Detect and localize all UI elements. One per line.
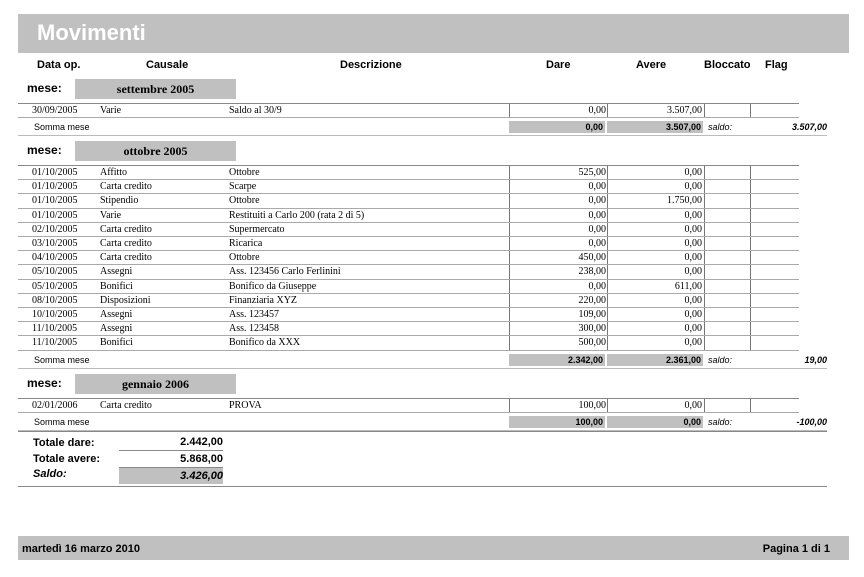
column-divider — [607, 336, 608, 350]
cell-dare: 0,00 — [588, 195, 606, 207]
cell-date: 04/10/2005 — [32, 252, 78, 264]
cell-dare: 0,00 — [588, 280, 606, 292]
column-divider — [607, 166, 608, 180]
col-header-data-op: Data op. — [37, 59, 81, 71]
column-divider — [509, 104, 510, 118]
column-divider — [750, 223, 751, 237]
column-divider — [704, 223, 705, 237]
cell-date: 01/10/2005 — [32, 195, 78, 207]
cell-dare: 0,00 — [588, 105, 606, 116]
cell-descrizione: Ricarica — [229, 238, 263, 249]
cell-date: 03/10/2005 — [32, 238, 78, 249]
cell-avere: 0,00 — [684, 337, 702, 349]
col-header-causale: Causale — [146, 59, 189, 71]
somma-avere: 2.361,00 — [607, 354, 703, 366]
cell-descrizione: PROVA — [229, 400, 262, 411]
column-divider — [607, 209, 608, 223]
col-header-bloccato: Bloccato — [704, 59, 751, 71]
table-row — [18, 237, 799, 251]
cell-avere: 0,00 — [684, 252, 702, 264]
col-header-dare: Dare — [546, 59, 571, 71]
table-row — [18, 308, 799, 322]
saldo-label: saldo: — [708, 355, 733, 365]
cell-descrizione: Bonifico da XXX — [229, 337, 301, 349]
column-divider — [704, 194, 705, 208]
cell-causale: Bonifici — [100, 337, 133, 349]
column-divider — [509, 294, 510, 308]
totale-avere-label: Totale avere: — [33, 453, 101, 465]
cell-avere: 0,00 — [684, 323, 702, 335]
footer-bar — [18, 536, 849, 560]
footer-date: martedì 16 marzo 2010 — [22, 543, 141, 555]
report-title: Movimenti — [37, 20, 146, 45]
cell-causale: Varie — [100, 209, 122, 221]
cell-date: 30/09/2005 — [32, 105, 78, 116]
saldo-finale-label: Saldo: — [33, 468, 67, 480]
column-divider — [704, 294, 705, 308]
cell-dare: 0,00 — [588, 209, 606, 221]
column-divider — [509, 194, 510, 208]
table-row — [18, 194, 799, 208]
column-divider — [750, 336, 751, 350]
column-divider — [509, 399, 510, 413]
cell-avere: 0,00 — [684, 223, 702, 235]
column-divider — [704, 280, 705, 294]
somma-avere: 3.507,00 — [607, 121, 703, 133]
footer-page-number: Pagina 1 di 1 — [762, 543, 830, 555]
table-row — [18, 399, 799, 413]
cell-descrizione: Scarpe — [229, 181, 257, 193]
column-divider — [750, 280, 751, 294]
cell-causale: Carta credito — [100, 400, 152, 411]
table-row — [18, 166, 799, 180]
table-row — [18, 265, 799, 279]
column-divider — [607, 223, 608, 237]
cell-causale: Carta credito — [100, 238, 152, 249]
totals-top-rule — [18, 431, 827, 432]
column-divider — [607, 294, 608, 308]
cell-dare: 525,00 — [578, 167, 606, 178]
cell-descrizione: Bonifico da Giuseppe — [229, 280, 317, 292]
column-divider — [704, 336, 705, 350]
cell-dare: 0,00 — [588, 181, 606, 193]
somma-mese-label: Somma mese — [34, 417, 90, 427]
somma-dare: 0,00 — [509, 121, 605, 133]
column-divider — [607, 194, 608, 208]
cell-dare: 0,00 — [588, 238, 606, 249]
cell-date: 08/10/2005 — [32, 294, 78, 306]
cell-causale: Stipendio — [100, 195, 139, 207]
column-divider — [509, 308, 510, 322]
saldo-label: saldo: — [708, 417, 733, 427]
saldo-label: saldo: — [708, 122, 733, 132]
cell-dare: 109,00 — [578, 309, 606, 320]
column-divider — [750, 166, 751, 180]
cell-causale: Carta credito — [100, 252, 152, 264]
cell-date: 01/10/2005 — [32, 209, 78, 221]
cell-avere: 0,00 — [684, 167, 702, 178]
row-rule — [18, 412, 799, 413]
column-divider — [750, 237, 751, 251]
cell-dare: 300,00 — [578, 323, 606, 335]
row-rule — [18, 350, 799, 351]
saldo-mese-value: -100,00 — [796, 417, 827, 427]
cell-avere: 0,00 — [684, 400, 702, 411]
column-divider — [607, 265, 608, 279]
cell-causale: Bonifici — [100, 280, 133, 292]
cell-avere: 0,00 — [684, 294, 702, 306]
column-divider — [704, 265, 705, 279]
cell-dare: 220,00 — [578, 294, 606, 306]
cell-date: 02/10/2005 — [32, 223, 78, 235]
cell-dare: 100,00 — [578, 400, 606, 411]
saldo-finale-value: 3.426,00 — [119, 468, 223, 484]
totale-dare-label: Totale dare: — [33, 437, 95, 449]
column-divider — [704, 399, 705, 413]
cell-date: 01/10/2005 — [32, 181, 78, 193]
cell-descrizione: Saldo al 30/9 — [229, 105, 282, 116]
column-divider — [509, 265, 510, 279]
somma-avere: 0,00 — [607, 416, 703, 428]
somma-mese-label: Somma mese — [34, 122, 90, 132]
cell-avere: 0,00 — [684, 238, 702, 249]
summary-rule — [18, 135, 827, 136]
col-header-flag: Flag — [765, 59, 788, 71]
column-divider — [509, 223, 510, 237]
totale-avere-value: 5.868,00 — [119, 451, 223, 468]
cell-date: 05/10/2005 — [32, 266, 78, 278]
cell-descrizione: Ottobre — [229, 195, 260, 207]
col-header-descrizione: Descrizione — [340, 59, 402, 71]
table-row — [18, 336, 799, 350]
column-divider — [750, 194, 751, 208]
cell-dare: 500,00 — [578, 337, 606, 349]
cell-dare: 0,00 — [588, 223, 606, 235]
cell-descrizione: Restituiti a Carlo 200 (rata 2 di 5) — [229, 209, 365, 221]
mese-label: mese: — [27, 143, 62, 157]
cell-date: 01/10/2005 — [32, 167, 78, 178]
column-divider — [750, 399, 751, 413]
month-name: gennaio 2006 — [75, 374, 236, 394]
cell-descrizione: Ass. 123456 Carlo Ferlinini — [229, 266, 341, 278]
cell-avere: 0,00 — [684, 181, 702, 193]
table-row — [18, 280, 799, 294]
row-rule — [18, 117, 799, 118]
column-divider — [750, 308, 751, 322]
column-divider — [509, 336, 510, 350]
col-header-avere: Avere — [636, 59, 667, 71]
column-divider — [509, 280, 510, 294]
cell-date: 02/01/2006 — [32, 400, 78, 411]
column-divider — [607, 237, 608, 251]
column-divider — [704, 166, 705, 180]
column-divider — [704, 308, 705, 322]
cell-date: 10/10/2005 — [32, 309, 78, 320]
cell-date: 11/10/2005 — [32, 323, 78, 335]
mese-label: mese: — [27, 376, 62, 390]
column-divider — [607, 104, 608, 118]
column-divider — [750, 209, 751, 223]
cell-descrizione: Ass. 123457 — [229, 309, 280, 320]
cell-causale: Assegni — [100, 323, 133, 335]
cell-causale: Affitto — [100, 167, 128, 178]
cell-avere: 0,00 — [684, 209, 702, 221]
cell-dare: 450,00 — [578, 252, 606, 264]
table-row — [18, 294, 799, 308]
table-row — [18, 104, 799, 118]
somma-dare: 100,00 — [509, 416, 605, 428]
column-divider — [607, 399, 608, 413]
cell-avere: 3.507,00 — [667, 105, 702, 116]
cell-causale: Disposizioni — [100, 294, 151, 306]
cell-avere: 0,00 — [684, 309, 702, 320]
cell-causale: Varie — [100, 105, 122, 116]
table-row — [18, 209, 799, 223]
cell-causale: Assegni — [100, 266, 133, 278]
column-divider — [704, 209, 705, 223]
cell-date: 05/10/2005 — [32, 280, 78, 292]
somma-mese-label: Somma mese — [34, 355, 90, 365]
column-divider — [750, 294, 751, 308]
cell-avere: 611,00 — [674, 280, 702, 292]
cell-causale: Carta credito — [100, 223, 152, 235]
column-divider — [750, 265, 751, 279]
cell-date: 11/10/2005 — [32, 337, 78, 349]
saldo-mese-value: 3.507,00 — [791, 122, 827, 132]
cell-avere: 0,00 — [684, 266, 702, 278]
cell-causale: Assegni — [100, 309, 133, 320]
cell-dare: 238,00 — [578, 266, 606, 278]
cell-descrizione: Ass. 123458 — [229, 323, 280, 335]
saldo-mese-value: 19,00 — [804, 355, 827, 365]
cell-descrizione: Supermercato — [229, 223, 285, 235]
cell-avere: 1.750,00 — [667, 195, 702, 207]
totals-bottom-rule — [18, 486, 827, 487]
totale-dare-value: 2.442,00 — [119, 434, 223, 451]
month-name: settembre 2005 — [75, 79, 236, 99]
column-divider — [704, 237, 705, 251]
month-name: ottobre 2005 — [75, 141, 236, 161]
somma-dare: 2.342,00 — [509, 354, 605, 366]
column-divider — [509, 166, 510, 180]
cell-descrizione: Ottobre — [229, 252, 260, 264]
column-divider — [704, 104, 705, 118]
cell-descrizione: Finanziaria XYZ — [229, 294, 298, 306]
table-row — [18, 223, 799, 237]
cell-descrizione: Ottobre — [229, 167, 260, 178]
column-divider — [750, 104, 751, 118]
column-divider — [509, 237, 510, 251]
column-divider — [607, 280, 608, 294]
column-divider — [509, 209, 510, 223]
mese-label: mese: — [27, 81, 62, 95]
cell-causale: Carta credito — [100, 181, 152, 193]
column-divider — [607, 308, 608, 322]
summary-rule — [18, 368, 827, 369]
